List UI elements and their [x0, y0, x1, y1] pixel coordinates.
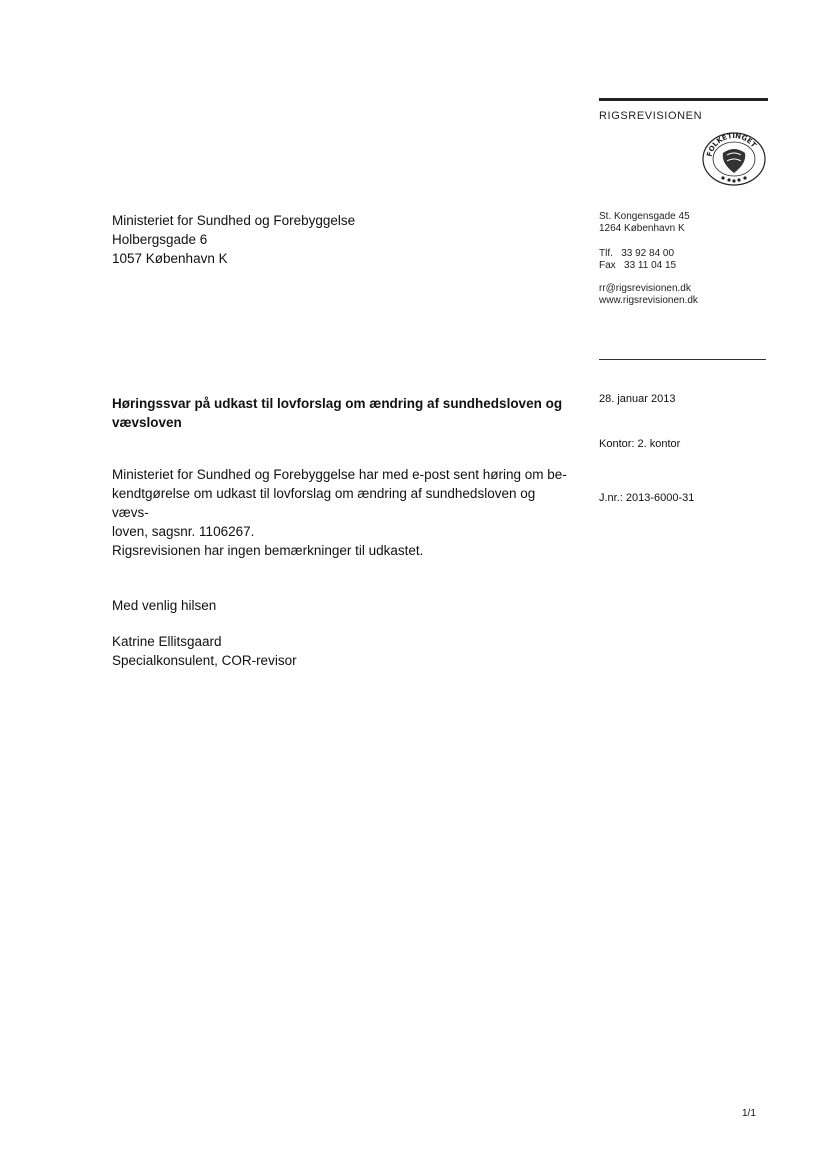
- body-paragraph-2: Rigsrevisionen har ingen bemærkninger til udkastet.: [112, 543, 424, 558]
- signer-name: Katrine Ellitsgaard: [112, 634, 222, 649]
- body-paragraph-1: [112, 465, 572, 541]
- folketinget-seal-icon: [701, 131, 767, 187]
- sender-street: St. Kongensgade 45: [599, 211, 690, 222]
- svg-text:FOLKETINGET: FOLKETINGET: [705, 131, 758, 158]
- signer-title: Specialkonsulent, COR-revisor: [112, 653, 297, 668]
- subject-line: vævsloven: [112, 415, 182, 430]
- recipient-line: 1057 København K: [112, 251, 228, 266]
- sender-tel: Tlf. 33 92 84 00: [599, 248, 675, 259]
- letter-subject: [112, 394, 572, 432]
- recipient-address: [112, 211, 355, 268]
- body-line: Ministeriet for Sundhed og Forebyggelse har med e-post sent høring om be-: [112, 467, 567, 482]
- sender-contact: [599, 211, 698, 307]
- sender-fax: Fax 33 11 04 15: [599, 260, 677, 271]
- signature-block: [112, 632, 572, 670]
- body-line: kendtgørelse om udkast til lovforslag om ændring af sundhedsloven og vævs-: [112, 486, 536, 520]
- recipient-line: Ministeriet for Sundhed og Forebyggelse: [112, 213, 356, 228]
- sender-web: www.rigsrevisionen.dk: [599, 295, 698, 306]
- body-line: loven, sagsnr. 1106267.: [112, 524, 255, 539]
- meta-rule: [599, 359, 766, 360]
- letter-date: 28. januar 2013: [599, 393, 676, 405]
- subject-line: Høringssvar på udkast til lovforslag om ændring af sundhedsloven og: [112, 396, 563, 411]
- recipient-line: Holbergsgade 6: [112, 232, 208, 247]
- header-rule: [599, 98, 768, 101]
- org-name: RIGSREVISIONEN: [599, 110, 703, 122]
- office-label: Kontor: 2. kontor: [599, 438, 681, 450]
- closing: Med venlig hilsen: [112, 598, 217, 613]
- sender-city: 1264 København K: [599, 223, 685, 234]
- journal-number: J.nr.: 2013-6000-31: [599, 492, 695, 504]
- page-number: 1/1: [742, 1108, 756, 1119]
- sender-email: rr@rigsrevisionen.dk: [599, 283, 691, 294]
